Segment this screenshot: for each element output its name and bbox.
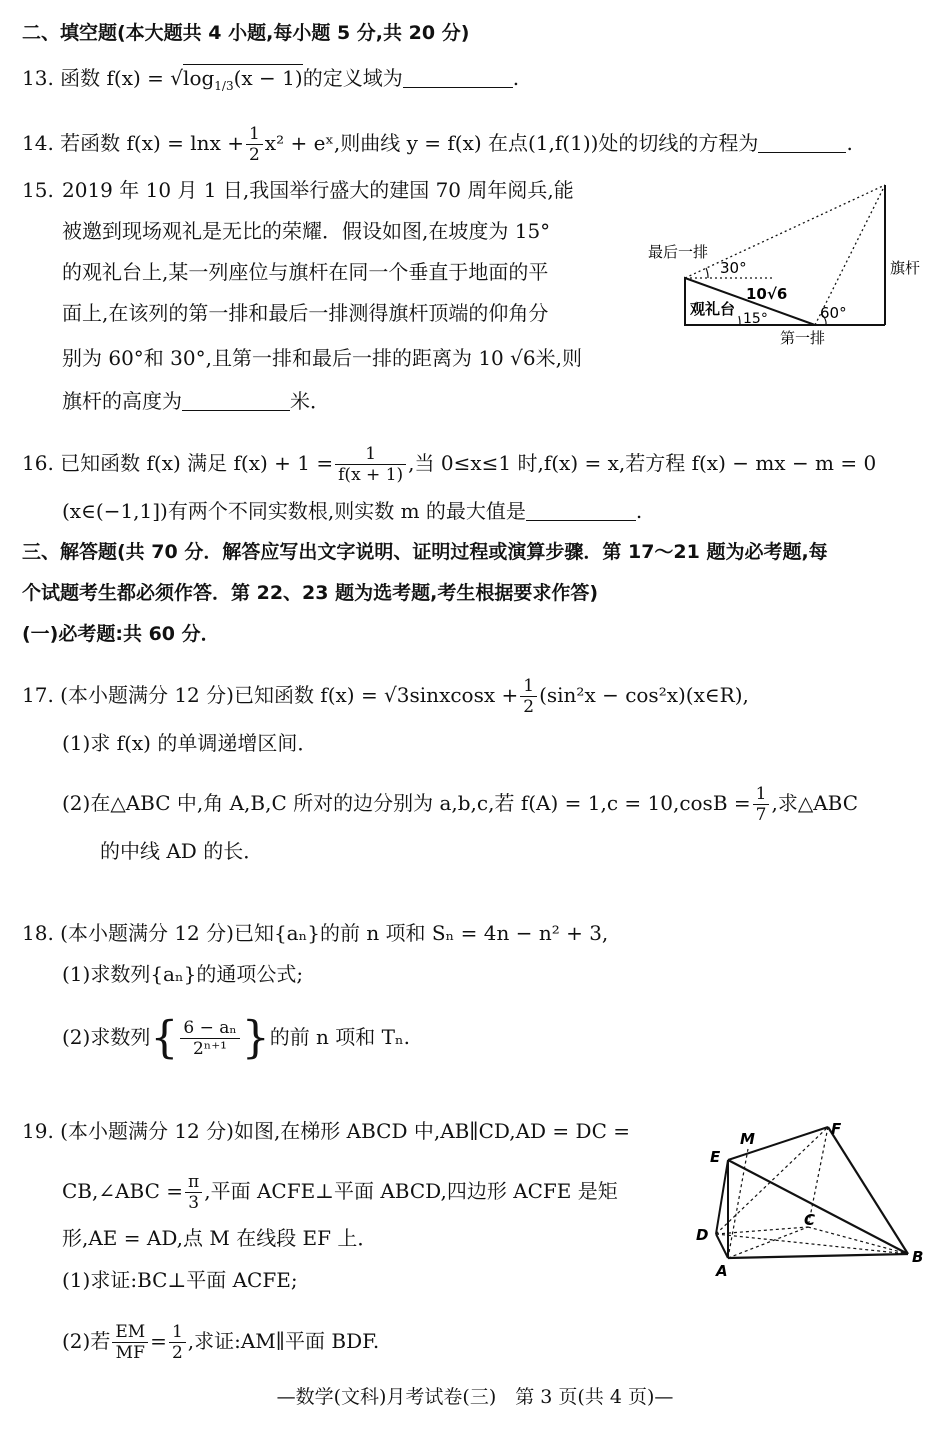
q15-line-4: 面上,在该列的第一排和最后一排测得旗杆顶端的仰角分: [62, 301, 549, 325]
q17-part-2: (2)在△ABC 中,角 A,B,C 所对的边分别为 a,b,c,若 f(A) = 1,c = 10,cosB = $\frac{1}{7}$ ,求△ABC: [62, 784, 859, 825]
q18-part-1: (1)求数列{aₙ}的通项公式;: [62, 962, 304, 986]
section-required-title: (一)必考题:共 60 分．: [22, 623, 220, 645]
question-13: 13. 函数 $f(x) = √\log_{1/3}(x - 1)$的定义域为 .: [22, 66, 520, 93]
label-last-row: 最后一排: [648, 243, 709, 261]
q19-part-2: (2)若 $\frac{EM}{MF}$ = $\frac{1}{2}$ ,求证:AM∥平面 BDF.: [62, 1322, 380, 1363]
question-19: 19. (本小题满分 12 分)如图,在梯形 ABCD 中,AB∥CD,AD = DC =: [22, 1119, 630, 1143]
q13-text-post: 的定义域为: [302, 66, 403, 90]
q18-sequence-fraction: $\frac{\text{6 − aₙ}}{\text{2ⁿ⁺¹}}$: [180, 1018, 239, 1059]
point-a-label: A: [716, 1262, 728, 1280]
section-solve-title-2: 个试题考生都必须作答．第 22、23 题为选考题,考生根据要求作答): [22, 582, 599, 604]
point-e-label: E: [710, 1148, 721, 1166]
q16-fraction: $\frac{1}{f(x + 1)}$: [335, 444, 406, 485]
q17-part-1: (1)求 f(x) 的单调递增区间．: [62, 731, 318, 755]
label-flagpole: 旗杆: [890, 259, 921, 277]
q15-number: 15.: [22, 178, 54, 202]
q17-number: 17.: [22, 683, 54, 707]
point-b-label: B: [912, 1248, 924, 1266]
q13-log: log: [183, 66, 215, 90]
q19-line-2: CB,∠ABC = $\frac{\pi}{3}$ ,平面 ACFE⊥平面 ABCD,四边形 ACFE 是矩: [62, 1172, 618, 1213]
q13-log-arg: (x − 1): [233, 66, 303, 90]
page-footer: —数学(文科)月考试卷(三) 第 3 页(共 4 页)—: [276, 1386, 674, 1408]
q19-part-1: (1)求证:BC⊥平面 ACFE;: [62, 1268, 298, 1292]
point-f-label: F: [831, 1120, 842, 1138]
point-d-label: D: [696, 1226, 709, 1244]
q18-number: 18.: [22, 921, 54, 945]
trapezoid-solid-figure: [688, 1112, 938, 1282]
q14-text-post: x² + eˣ,则曲线 y = f(x) 在点(1,f(1))处的切线的方程为: [264, 131, 759, 155]
label-stand: 观礼台: [690, 300, 736, 318]
q13-log-base: 1/3: [214, 79, 234, 93]
label-first-row: 第一排: [780, 329, 826, 347]
q13-answer-blank[interactable]: [403, 69, 513, 88]
q15-answer-blank[interactable]: [182, 392, 290, 411]
q17-fraction: $\frac{1}{2}$: [520, 676, 537, 717]
q14-answer-blank[interactable]: [758, 134, 846, 153]
q19-number: 19.: [22, 1119, 54, 1143]
q13-text: 函数 f(x) = √: [60, 66, 184, 90]
label-angle-60: 60°: [820, 304, 847, 322]
question-18: 18. (本小题满分 12 分)已知{aₙ}的前 n 项和 Sₙ = 4n − n² + 3,: [22, 921, 609, 945]
q19-line-3: 形,AE = AD,点 M 在线段 EF 上．: [62, 1226, 378, 1250]
q16-number: 16.: [22, 451, 54, 475]
q15-line-2: 被邀到现场观礼是无比的荣耀．假设如图,在坡度为 15°: [62, 219, 551, 243]
label-angle-30: 30°: [720, 259, 747, 277]
q16-line-2: (x∈(−1,1])有两个不同实数根,则实数 m 的最大值是 .: [62, 499, 643, 523]
label-angle-15: 15°: [743, 311, 768, 327]
q19-angle-fraction: $\frac{\pi}{3}$: [185, 1172, 202, 1213]
q13-number: 13.: [22, 66, 54, 90]
point-m-label: M: [740, 1130, 755, 1148]
point-c-label: C: [804, 1211, 816, 1229]
question-16: 16. 已知函数 f(x) 满足 f(x) + 1 = $\frac{1}{f(x + 1)}$ ,当 0≤x≤1 时,f(x) = x,若方程 f(x) − mx − m = 0: [22, 444, 877, 485]
question-17: 17. (本小题满分 12 分)已知函数 f(x) = √3sinxcosx + $\frac{1}{2}$ (sin²x − cos²x)(x∈R),: [22, 676, 749, 717]
section-fill-in-title: 二、填空题(本大题共 4 小题,每小题 5 分,共 20 分): [22, 22, 470, 44]
q14-number: 14.: [22, 131, 54, 155]
q17-part-2-line-2: 的中线 AD 的长．: [100, 839, 264, 863]
q16-answer-blank[interactable]: [526, 502, 636, 521]
q19-half-fraction: $\frac{1}{2}$: [169, 1322, 186, 1363]
q19-ratio-fraction: $\frac{EM}{MF}$: [112, 1322, 148, 1363]
label-distance: 10√6: [746, 285, 788, 303]
q15-line-5: 别为 60°和 30°,且第一排和最后一排的距离为 10 √6米,则: [62, 346, 582, 370]
question-14: 14. 若函数 f(x) = lnx + $\frac{1}{2}$ x² + eˣ,则曲线 y = f(x) 在点(1,f(1))处的切线的方程为 .: [22, 124, 853, 165]
q17-cosb-fraction: $\frac{1}{7}$: [753, 784, 770, 825]
q15-line-6: 旗杆的高度为 米．: [62, 389, 330, 413]
flagpole-figure: [640, 175, 940, 355]
q18-part-2: (2)求数列{ $\frac{\text{6 − aₙ}}{\text{2ⁿ⁺¹}}$ }的前 n 项和 Tₙ.: [62, 1012, 411, 1064]
q14-text: 若函数 f(x) = lnx +: [60, 131, 244, 155]
q14-fraction: $\frac{1}{2}$: [246, 124, 263, 165]
sightline-last-row: [685, 185, 885, 278]
q15-line-1: 2019 年 10 月 1 日,我国举行盛大的建国 70 周年阅兵,能: [62, 178, 574, 202]
section-solve-title-1: 三、解答题(共 70 分．解答应写出文字说明、证明过程或演算步骤．第 17～21 题为必考题,每: [22, 541, 828, 563]
q15-line-3: 的观礼台上,某一列座位与旗杆在同一个垂直于地面的平: [62, 260, 549, 284]
